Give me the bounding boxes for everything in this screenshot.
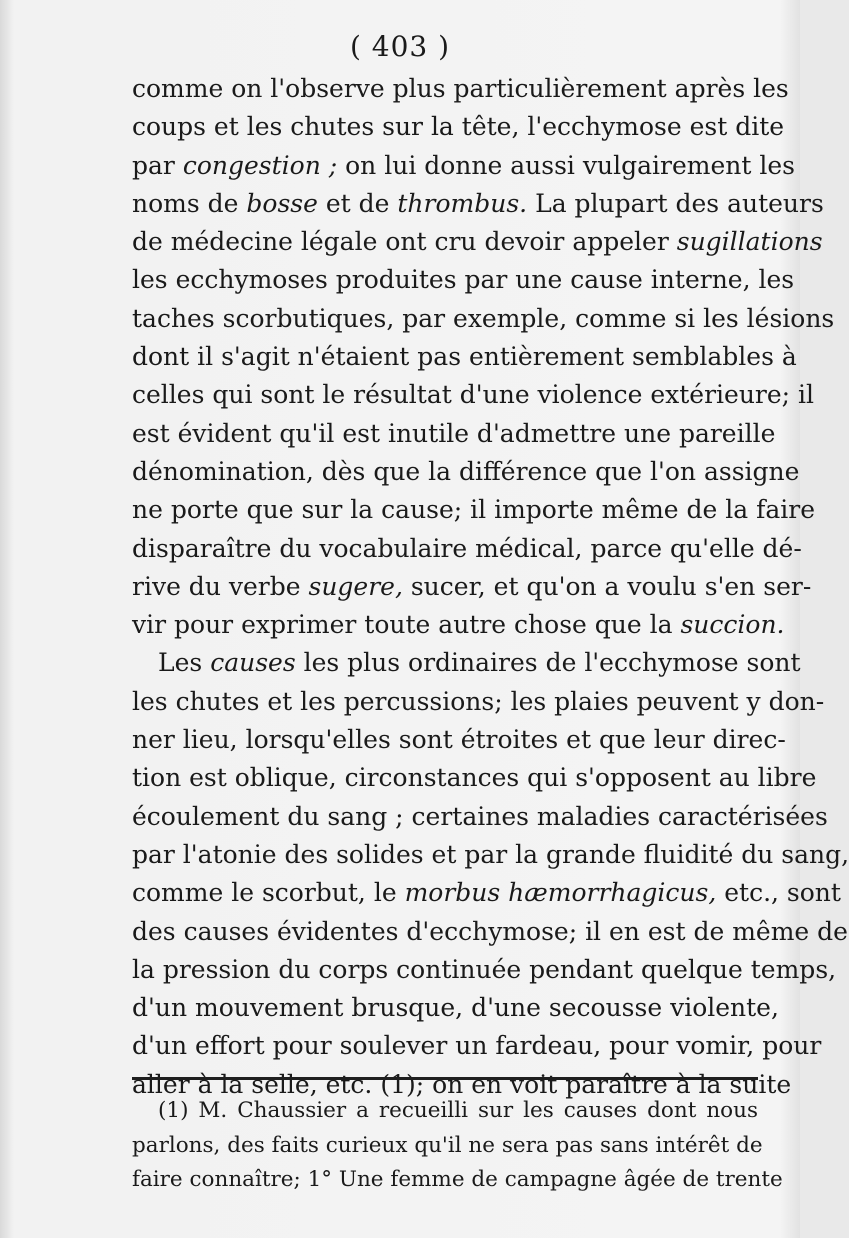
italic-term: sugillations <box>676 227 823 257</box>
text-line: disparaître du vocabulaire médical, parce qu'elle dé- <box>132 533 802 563</box>
text-line: par congestion ; on lui donne aussi vulgairement les <box>132 150 795 180</box>
text-line: des causes évidentes d'ecchymose; il en est de même de <box>132 916 848 946</box>
footnote-line: faire connaître; 1° Une femme de campagne âgée de trente <box>132 1167 783 1192</box>
page-number: ( 403 ) <box>349 30 451 63</box>
italic-term: succion. <box>680 610 785 640</box>
text-line: par l'atonie des solides et par la grande fluidité du sang, <box>132 839 849 869</box>
italic-term: sugere, <box>308 571 403 601</box>
italic-term: causes <box>210 648 296 678</box>
footnote-line: (1) M. Chaussier a recueilli sur les causes dont nous <box>158 1098 758 1123</box>
text-line: comme le scorbut, le morbus hæmorrhagicus, etc., sont <box>132 878 841 908</box>
text-line: noms de bosse et de thrombus. La plupart des auteurs <box>132 188 824 218</box>
text-line: la pression du corps continuée pendant quelque temps, <box>132 954 837 984</box>
text-line: Les causes les plus ordinaires de l'ecchymose sont <box>158 648 801 678</box>
italic-term: morbus hæmorrhagicus, <box>404 878 717 908</box>
text-line: d'un effort pour soulever un fardeau, pour vomir, pour <box>132 1031 822 1061</box>
italic-term: bosse <box>246 188 318 218</box>
text-line: celles qui sont le résultat d'une violence extérieure; il <box>132 380 815 410</box>
text-line: comme on l'observe plus particulièrement après les <box>132 74 789 103</box>
text-line: les chutes et les percussions; les plaies peuvent y don- <box>132 686 825 716</box>
text-line: dont il s'agit n'étaient pas entièrement semblables à <box>132 342 797 372</box>
italic-term: thrombus. <box>397 188 528 218</box>
text-line: est évident qu'il est inutile d'admettre une pareille <box>132 418 776 448</box>
text-line: ner lieu, lorsqu'elles sont étroites et que leur direc- <box>132 725 786 755</box>
footnote-line: parlons, des faits curieux qu'il ne sera pas sans intérêt de <box>132 1132 763 1158</box>
text-line: taches scorbutiques, par exemple, comme si les lésions <box>132 303 835 333</box>
text-line: dénomination, dès que la différence que l'on assigne <box>132 456 800 486</box>
text-line: ne porte que sur la cause; il importe même de la faire <box>132 495 816 525</box>
text-line: coups et les chutes sur la tête, l'ecchymose est dite <box>132 112 785 142</box>
footnote-separator-rule <box>132 1077 758 1080</box>
text-line: de médecine légale ont cru devoir appeler sugillations <box>132 227 823 257</box>
text-line: tion est oblique, circonstances qui s'opposent au libre <box>132 763 817 793</box>
body-text <box>132 70 849 1104</box>
text-line: d'un mouvement brusque, d'une secousse violente, <box>132 993 779 1023</box>
footnote <box>132 1094 783 1198</box>
text-line: aller à la selle, etc. (1); on en voit paraître à la suite <box>132 1069 792 1099</box>
text-line: écoulement du sang ; certaines maladies caractérisées <box>132 801 828 831</box>
italic-term: congestion ; <box>182 150 338 180</box>
text-line: les ecchymoses produites par une cause interne, les <box>132 265 795 295</box>
text-line: rive du verbe sugere, sucer, et qu'on a voulu s'en ser- <box>132 571 812 601</box>
text-line: vir pour exprimer toute autre chose que la succion. <box>132 610 785 640</box>
